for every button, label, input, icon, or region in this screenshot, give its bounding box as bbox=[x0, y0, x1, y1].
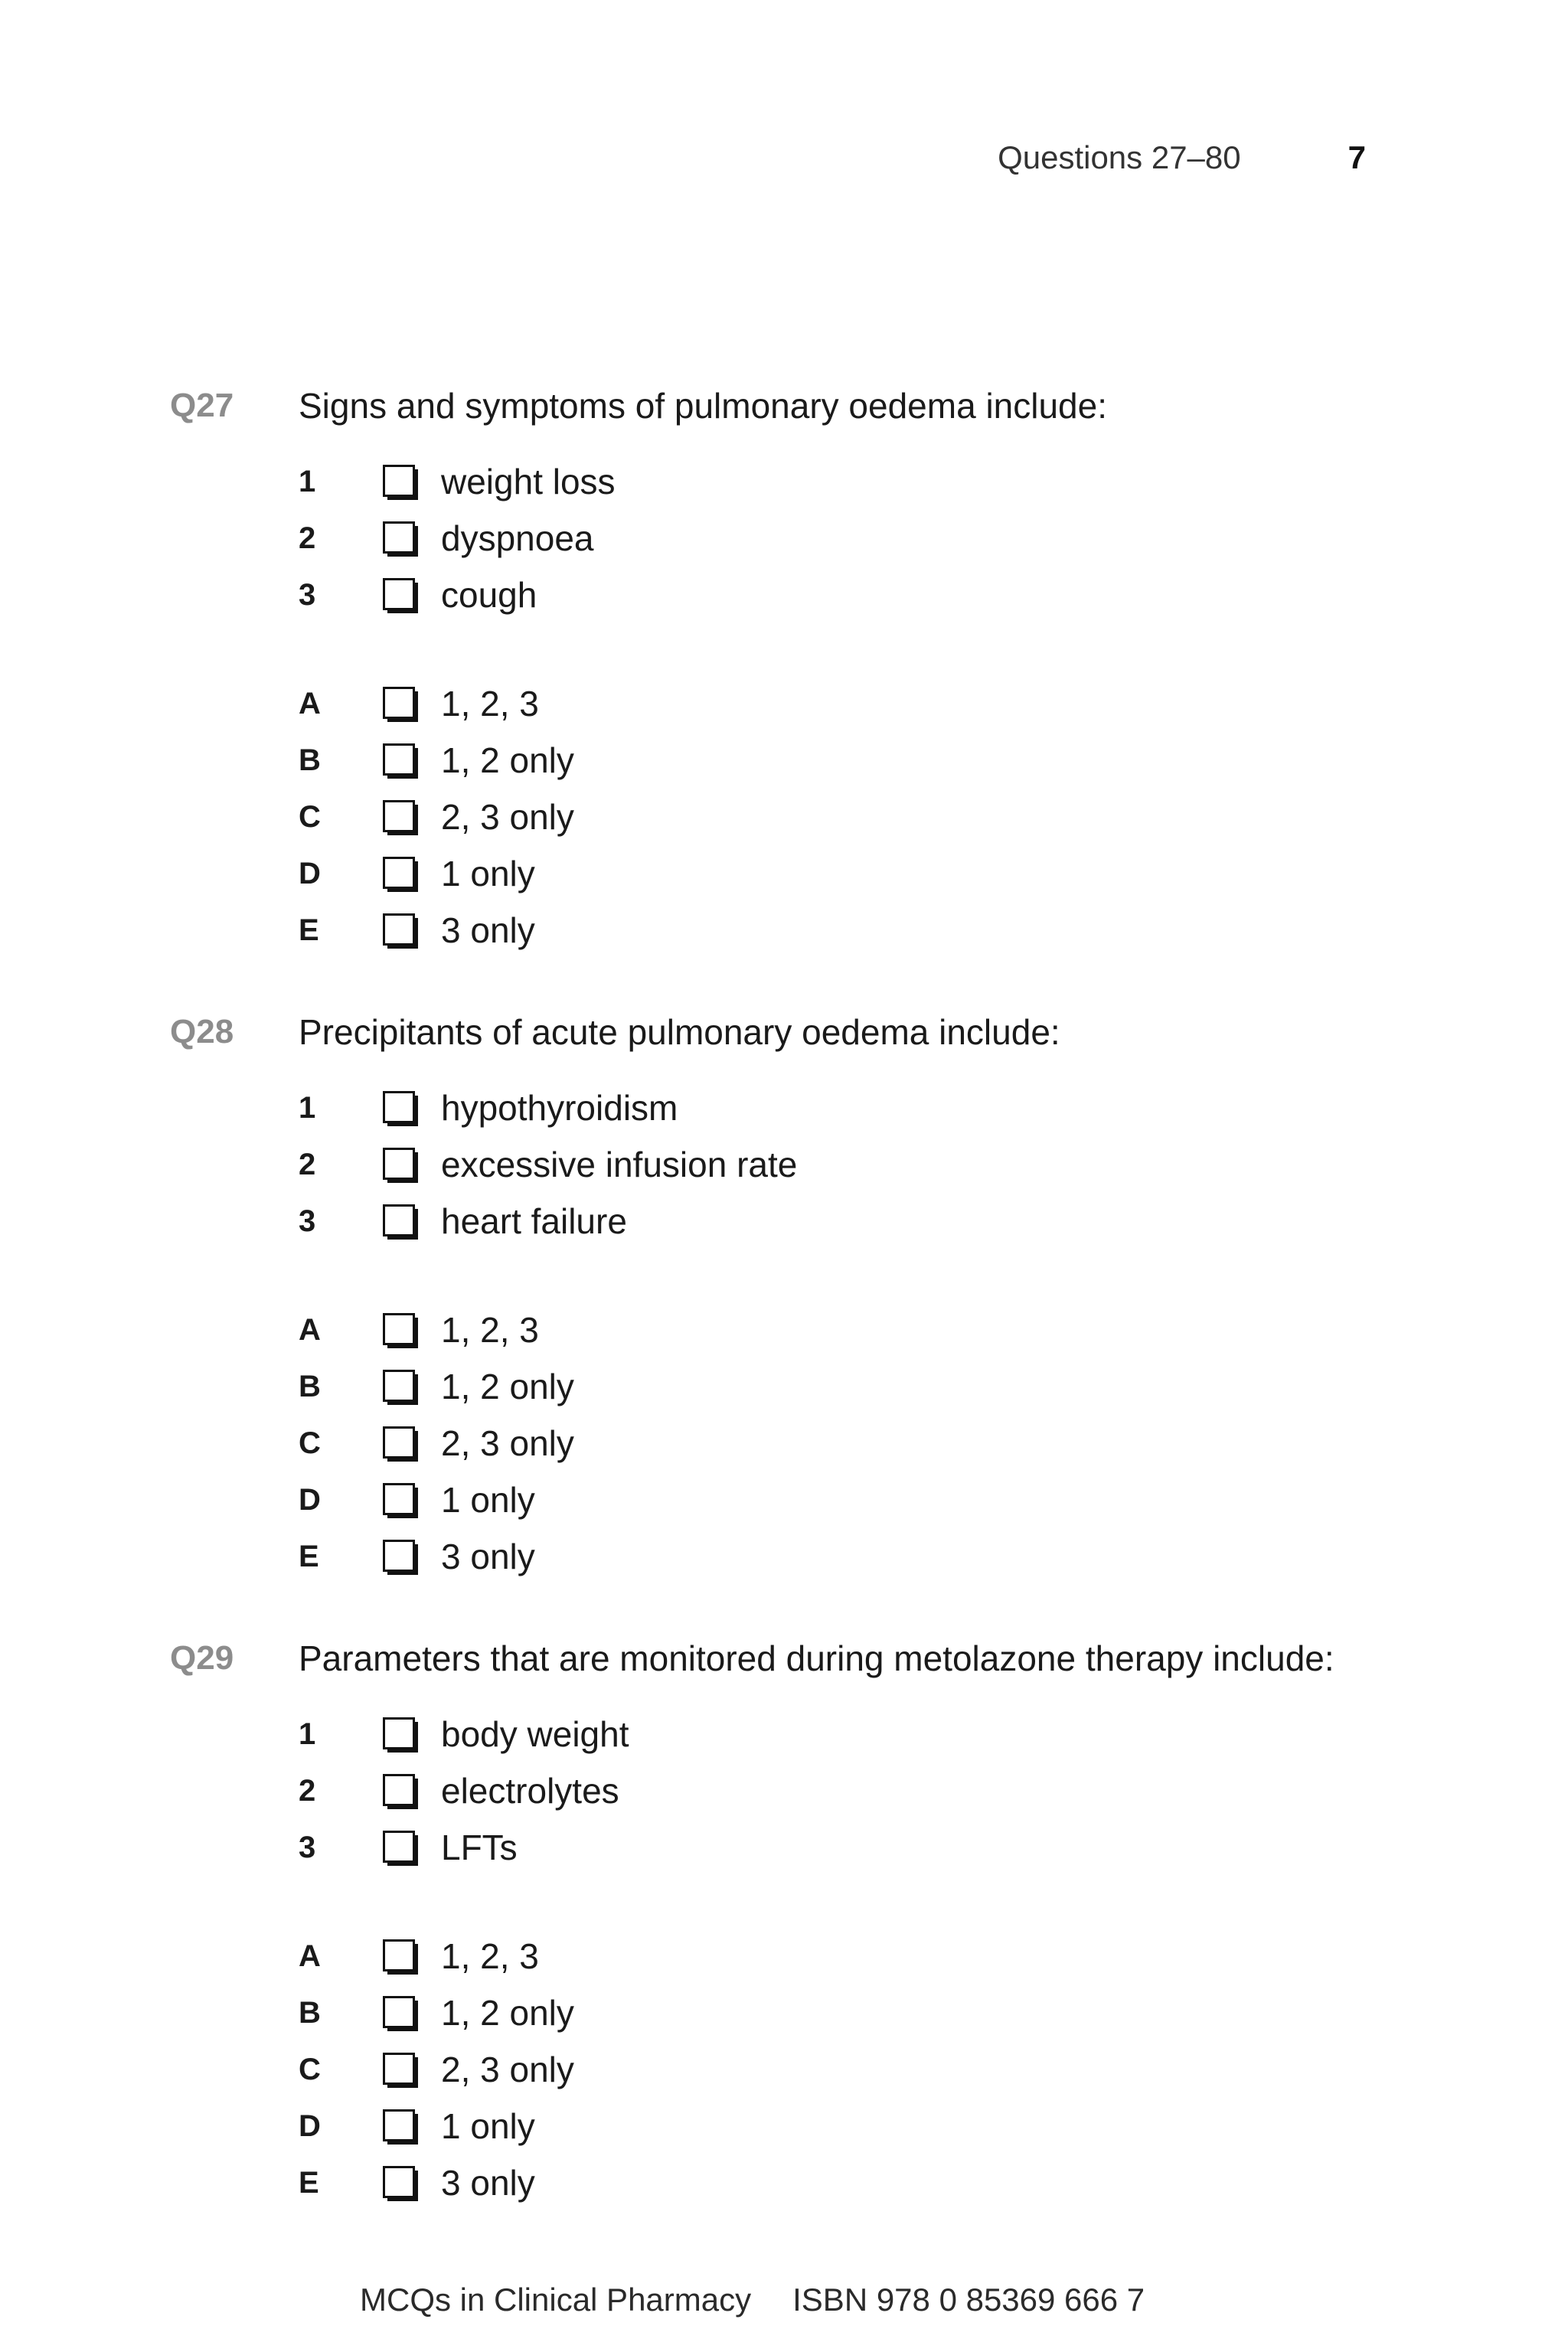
answer-key: D bbox=[299, 1482, 321, 1517]
statement-item bbox=[299, 510, 1294, 567]
answer-item bbox=[299, 1358, 1294, 1415]
checkbox-icon[interactable] bbox=[383, 578, 416, 612]
answer-text: 2, 3 only bbox=[441, 1423, 574, 1463]
checkbox-icon[interactable] bbox=[383, 1540, 416, 1573]
answer-key: E bbox=[299, 2165, 319, 2200]
question-stem: Precipitants of acute pulmonary oedema include: bbox=[299, 1012, 1060, 1052]
checkbox-icon[interactable] bbox=[383, 857, 416, 890]
statement-item bbox=[299, 1706, 1294, 1762]
checkbox-icon[interactable] bbox=[383, 2166, 416, 2200]
section-title: Questions 27–80 bbox=[998, 139, 1241, 175]
answer-text: 1 only bbox=[441, 2106, 535, 2146]
answer-key: B bbox=[299, 1995, 321, 2030]
answer-item bbox=[299, 1984, 1294, 2041]
answer-key: B bbox=[299, 743, 321, 777]
answer-key: A bbox=[299, 686, 321, 720]
answer-item bbox=[299, 902, 1294, 959]
answer-key: E bbox=[299, 913, 319, 947]
statement-item bbox=[299, 1819, 1294, 1876]
answer-key: D bbox=[299, 856, 321, 890]
answer-item bbox=[299, 789, 1294, 845]
statement-key: 3 bbox=[299, 1830, 316, 1864]
answer-text: 1, 2, 3 bbox=[441, 1936, 539, 1976]
checkbox-icon[interactable] bbox=[383, 1370, 416, 1403]
checkbox-icon[interactable] bbox=[383, 1996, 416, 2030]
statement-text: cough bbox=[441, 575, 537, 615]
answer-key: C bbox=[299, 2052, 321, 2086]
answer-text: 3 only bbox=[441, 910, 535, 950]
checkbox-icon[interactable] bbox=[383, 1939, 416, 1973]
checkbox-icon[interactable] bbox=[383, 1313, 416, 1347]
answer-text: 2, 3 only bbox=[441, 797, 574, 837]
statement-key: 1 bbox=[299, 1717, 316, 1751]
checkbox-icon[interactable] bbox=[383, 1483, 416, 1517]
isbn: ISBN 978 0 85369 666 7 bbox=[792, 2282, 1145, 2318]
page-footer bbox=[360, 2282, 1145, 2318]
answer-text: 3 only bbox=[441, 2163, 535, 2203]
checkbox-icon[interactable] bbox=[383, 800, 416, 834]
answer-item bbox=[299, 1302, 1294, 1358]
answer-item bbox=[299, 2154, 1294, 2211]
statement-key: 2 bbox=[299, 521, 316, 555]
answer-item bbox=[299, 2041, 1294, 2098]
checkbox-icon[interactable] bbox=[383, 1091, 416, 1125]
checkbox-icon[interactable] bbox=[383, 1717, 416, 1751]
answer-key: D bbox=[299, 2109, 321, 2143]
answer-key: A bbox=[299, 1312, 321, 1347]
answer-item bbox=[299, 1928, 1294, 1984]
answer-key: B bbox=[299, 1369, 321, 1403]
answer-key: C bbox=[299, 1426, 321, 1460]
checkbox-icon[interactable] bbox=[383, 521, 416, 555]
answer-list bbox=[299, 675, 1294, 959]
statement-list bbox=[299, 1706, 1294, 1876]
answer-text: 1, 2 only bbox=[441, 740, 574, 780]
statement-text: excessive infusion rate bbox=[441, 1145, 798, 1184]
checkbox-icon[interactable] bbox=[383, 743, 416, 777]
checkbox-icon[interactable] bbox=[383, 687, 416, 720]
answer-text: 3 only bbox=[441, 1537, 535, 1576]
statement-item bbox=[299, 453, 1294, 510]
statement-key: 1 bbox=[299, 1090, 316, 1125]
question-number: Q27 bbox=[170, 387, 234, 424]
running-header bbox=[998, 136, 1366, 179]
answer-item bbox=[299, 845, 1294, 902]
statement-item bbox=[299, 1080, 1294, 1136]
statement-key: 2 bbox=[299, 1773, 316, 1808]
statement-item bbox=[299, 567, 1294, 623]
answer-text: 1, 2, 3 bbox=[441, 684, 539, 724]
statement-text: weight loss bbox=[441, 462, 616, 501]
answer-key: C bbox=[299, 799, 321, 834]
answer-text: 1 only bbox=[441, 854, 535, 893]
checkbox-icon[interactable] bbox=[383, 2109, 416, 2143]
answer-item bbox=[299, 1528, 1294, 1585]
checkbox-icon[interactable] bbox=[383, 1426, 416, 1460]
statement-key: 3 bbox=[299, 1204, 316, 1238]
statement-text: LFTs bbox=[441, 1828, 518, 1867]
statement-text: heart failure bbox=[441, 1201, 627, 1241]
checkbox-icon[interactable] bbox=[383, 913, 416, 947]
answer-text: 1, 2, 3 bbox=[441, 1310, 539, 1350]
checkbox-icon[interactable] bbox=[383, 1148, 416, 1181]
answer-list bbox=[299, 1928, 1294, 2211]
statement-item bbox=[299, 1136, 1294, 1193]
checkbox-icon[interactable] bbox=[383, 1831, 416, 1864]
statement-key: 2 bbox=[299, 1147, 316, 1181]
statement-item bbox=[299, 1193, 1294, 1250]
checkbox-icon[interactable] bbox=[383, 465, 416, 498]
statement-item bbox=[299, 1762, 1294, 1819]
statement-text: electrolytes bbox=[441, 1771, 619, 1811]
checkbox-icon[interactable] bbox=[383, 1774, 416, 1808]
answer-key: A bbox=[299, 1939, 321, 1973]
statement-key: 3 bbox=[299, 577, 316, 612]
statement-text: hypothyroidism bbox=[441, 1088, 678, 1128]
statement-text: dyspnoea bbox=[441, 518, 594, 558]
question-stem: Signs and symptoms of pulmonary oedema include: bbox=[299, 386, 1108, 426]
answer-item bbox=[299, 675, 1294, 732]
answer-text: 2, 3 only bbox=[441, 2050, 574, 2089]
answer-item bbox=[299, 732, 1294, 789]
statement-list bbox=[299, 453, 1294, 623]
question-stem: Parameters that are monitored during metolazone therapy include: bbox=[299, 1638, 1334, 1678]
question-number: Q28 bbox=[170, 1013, 234, 1050]
answer-item bbox=[299, 1415, 1294, 1472]
answer-key: E bbox=[299, 1539, 319, 1573]
statement-key: 1 bbox=[299, 464, 316, 498]
book-title: MCQs in Clinical Pharmacy bbox=[360, 2282, 752, 2318]
answer-text: 1, 2 only bbox=[441, 1367, 574, 1406]
checkbox-icon[interactable] bbox=[383, 1204, 416, 1238]
statement-text: body weight bbox=[441, 1714, 629, 1754]
answer-list bbox=[299, 1302, 1294, 1585]
statement-list bbox=[299, 1080, 1294, 1250]
answer-text: 1, 2 only bbox=[441, 1993, 574, 2033]
checkbox-icon[interactable] bbox=[383, 2053, 416, 2086]
answer-text: 1 only bbox=[441, 1480, 535, 1520]
answer-item bbox=[299, 1472, 1294, 1528]
answer-item bbox=[299, 2098, 1294, 2154]
question-number: Q29 bbox=[170, 1639, 234, 1677]
page-number: 7 bbox=[1348, 139, 1366, 175]
